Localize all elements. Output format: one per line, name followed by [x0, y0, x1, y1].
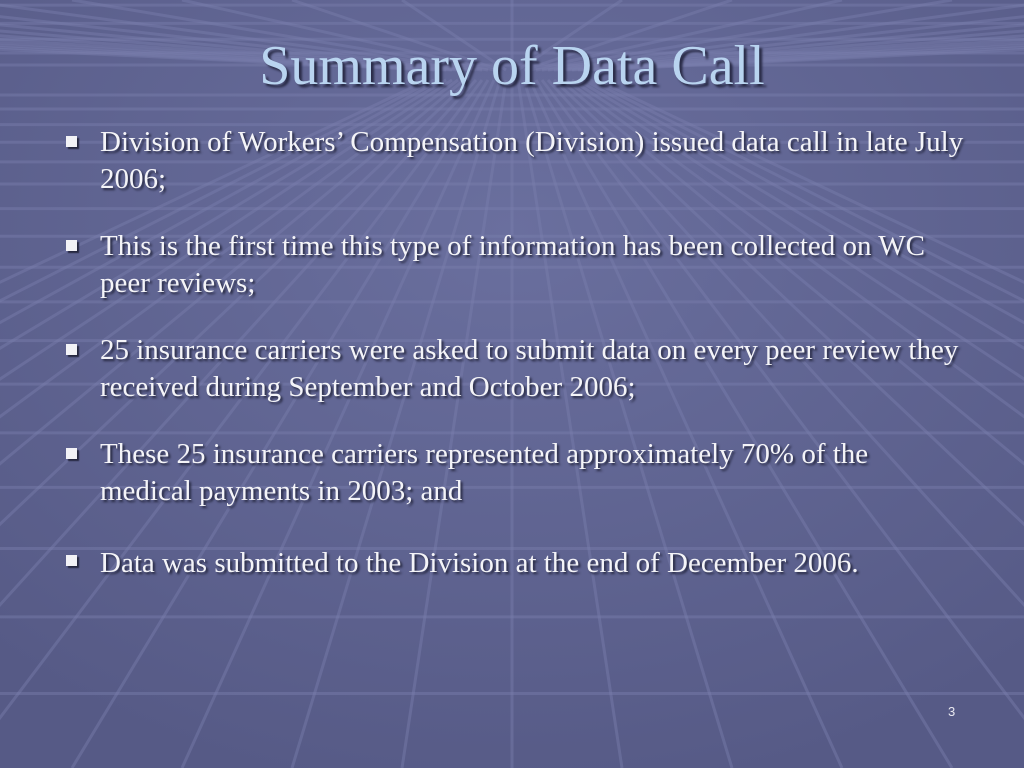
- bullet-text: These 25 insurance carriers represented approximately 70% of the medical payments in 2003; and: [100, 438, 869, 507]
- bullet-list: [64, 124, 964, 616]
- bullet-text: Data was submitted to the Division at the end of December 2006.: [100, 547, 859, 579]
- bullet-item: [64, 332, 964, 406]
- page-number: 3: [948, 704, 956, 719]
- bullet-item: [64, 540, 964, 586]
- bullet-item: [64, 124, 964, 198]
- slide-title: Summary of Data Call: [259, 35, 765, 97]
- bullet-text: This is the first time this type of information has been collected on WC peer reviews;: [100, 230, 925, 299]
- bullet-text: 25 insurance carriers were asked to submit data on every peer review they received during September and October 2006;: [100, 334, 959, 403]
- bullet-item: [64, 436, 964, 510]
- square-bullet-icon: [66, 344, 77, 355]
- bullet-text: Division of Workers’ Compensation (Division) issued data call in late July 2006;: [100, 126, 964, 195]
- square-bullet-icon: [66, 240, 77, 251]
- square-bullet-icon: [66, 448, 77, 459]
- square-bullet-icon: [66, 136, 77, 147]
- bullet-item: [64, 228, 964, 302]
- square-bullet-icon: [66, 555, 77, 566]
